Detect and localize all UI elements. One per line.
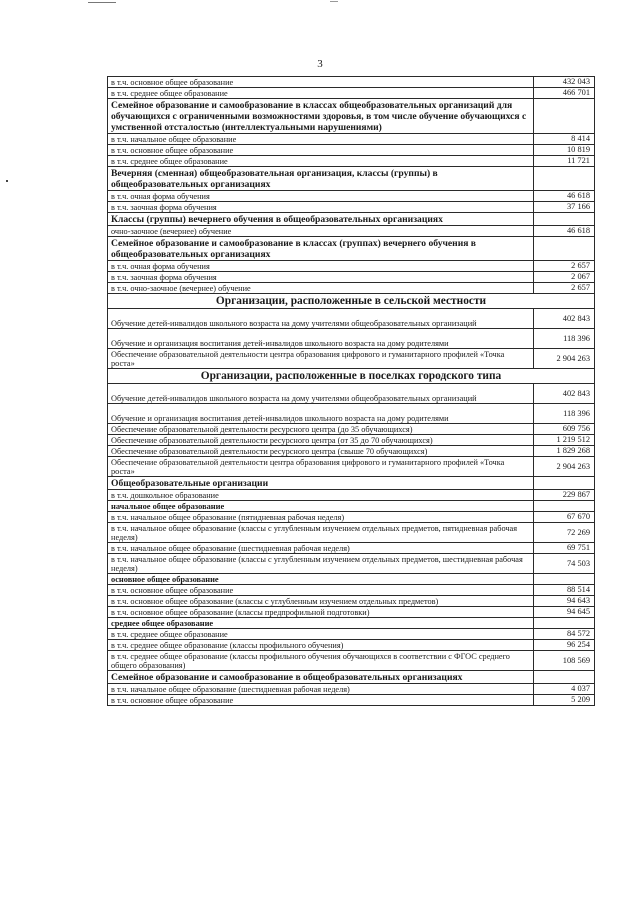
row-label: в т.ч. среднее общее образование (классы профильного обучения) bbox=[108, 640, 534, 651]
section-heading-row bbox=[108, 213, 595, 226]
row-value: 37 166 bbox=[534, 202, 595, 213]
section-heading: Семейное образование и самообразование в общеобразовательных организациях bbox=[108, 671, 534, 684]
row-value: 2 067 bbox=[534, 272, 595, 283]
section-heading-row bbox=[108, 99, 595, 134]
row-value: 72 269 bbox=[534, 523, 595, 543]
row-label: Обеспечение образовательной деятельности ресурсного центра (от 35 до 70 обучающихся) bbox=[108, 435, 534, 446]
section-heading: Семейное образование и самообразование в классах (группах) вечернего обучения в общеобразовательных организациях bbox=[108, 237, 534, 261]
table-row bbox=[108, 512, 595, 523]
row-label: в т.ч. основное общее образование bbox=[108, 77, 534, 88]
row-value: 96 254 bbox=[534, 640, 595, 651]
section-heading: начальное общее образование bbox=[108, 501, 534, 512]
section-heading-row bbox=[108, 618, 595, 629]
row-label: Обучение детей-инвалидов школьного возраста на дому учителями общеобразовательных организаций bbox=[108, 384, 534, 404]
table-row bbox=[108, 523, 595, 543]
row-label: в т.ч. основное общее образование bbox=[108, 145, 534, 156]
row-value: 67 670 bbox=[534, 512, 595, 523]
section-heading: основное общее образование bbox=[108, 574, 534, 585]
table-row bbox=[108, 404, 595, 424]
section-heading: среднее общее образование bbox=[108, 618, 534, 629]
table-row bbox=[108, 640, 595, 651]
table-row bbox=[108, 272, 595, 283]
table-row bbox=[108, 134, 595, 145]
table-row bbox=[108, 202, 595, 213]
row-value: 609 756 bbox=[534, 424, 595, 435]
table-row bbox=[108, 457, 595, 477]
row-label: Обеспечение образовательной деятельности центра образования цифрового и гуманитарного профилей «Точка роста» bbox=[108, 457, 534, 477]
row-label: в т.ч. основное общее образование bbox=[108, 695, 534, 706]
row-label: в т.ч. среднее общее образование bbox=[108, 156, 534, 167]
tariff-table-body bbox=[108, 77, 595, 706]
row-label: в т.ч. начальное общее образование (шестидневная рабочая неделя) bbox=[108, 684, 534, 695]
tariff-table-container bbox=[107, 76, 594, 706]
row-label: Обучение и организация воспитания детей-инвалидов школьного возраста на дому родителями bbox=[108, 329, 534, 349]
table-row bbox=[108, 191, 595, 202]
row-value bbox=[534, 671, 595, 684]
row-value: 10 819 bbox=[534, 145, 595, 156]
row-value bbox=[534, 501, 595, 512]
row-value: 1 219 512 bbox=[534, 435, 595, 446]
table-row bbox=[108, 684, 595, 695]
table-row bbox=[108, 651, 595, 671]
row-value: 2 904 263 bbox=[534, 349, 595, 369]
section-heading-row bbox=[108, 574, 595, 585]
scan-artifact-mark bbox=[6, 180, 8, 182]
row-value: 69 751 bbox=[534, 543, 595, 554]
table-row bbox=[108, 309, 595, 329]
section-heading: Организации, расположенные в поселках городского типа bbox=[108, 369, 595, 384]
table-row bbox=[108, 329, 595, 349]
row-label: в т.ч. начальное общее образование bbox=[108, 134, 534, 145]
row-value: 46 618 bbox=[534, 191, 595, 202]
row-value: 8 414 bbox=[534, 134, 595, 145]
row-label: в т.ч. среднее общее образование bbox=[108, 629, 534, 640]
row-value: 2 904 263 bbox=[534, 457, 595, 477]
row-value: 94 645 bbox=[534, 607, 595, 618]
table-row bbox=[108, 435, 595, 446]
section-heading-row bbox=[108, 294, 595, 309]
scan-artifact-line bbox=[88, 2, 116, 3]
row-value: 88 514 bbox=[534, 585, 595, 596]
section-heading-row bbox=[108, 671, 595, 684]
row-value: 118 396 bbox=[534, 404, 595, 424]
row-label: в т.ч. среднее общее образование (классы профильного обучения обучающихся в соответствии с ФГОС среднего общего образования) bbox=[108, 651, 534, 671]
section-heading-row bbox=[108, 501, 595, 512]
row-label: в т.ч. очная форма обучения bbox=[108, 191, 534, 202]
row-value: 84 572 bbox=[534, 629, 595, 640]
row-label: Обучение и организация воспитания детей-инвалидов школьного возраста на дому родителями bbox=[108, 404, 534, 424]
table-row bbox=[108, 554, 595, 574]
page-number: 3 bbox=[317, 58, 323, 70]
section-heading-row bbox=[108, 237, 595, 261]
section-heading-row bbox=[108, 369, 595, 384]
row-value: 229 867 bbox=[534, 490, 595, 501]
row-value: 11 721 bbox=[534, 156, 595, 167]
row-value: 108 569 bbox=[534, 651, 595, 671]
row-label: в т.ч. среднее общее образование bbox=[108, 88, 534, 99]
table-row bbox=[108, 424, 595, 435]
table-row bbox=[108, 261, 595, 272]
section-heading-row bbox=[108, 477, 595, 490]
row-label: в т.ч. начальное общее образование (классы с углубленным изучением отдельных предметов, пятидневная рабочая неделя) bbox=[108, 523, 534, 543]
table-row bbox=[108, 629, 595, 640]
row-value: 118 396 bbox=[534, 329, 595, 349]
row-value bbox=[534, 574, 595, 585]
section-heading-row bbox=[108, 167, 595, 191]
tariff-table bbox=[107, 76, 595, 706]
section-heading: Организации, расположенные в сельской местности bbox=[108, 294, 595, 309]
row-label: в т.ч. очно-заочное (вечернее) обучение bbox=[108, 283, 534, 294]
table-row bbox=[108, 695, 595, 706]
table-row bbox=[108, 349, 595, 369]
table-row bbox=[108, 145, 595, 156]
row-label: в т.ч. основное общее образование bbox=[108, 585, 534, 596]
row-label: Обеспечение образовательной деятельности ресурсного центра (свыше 70 обучающихся) bbox=[108, 446, 534, 457]
row-value bbox=[534, 213, 595, 226]
table-row bbox=[108, 446, 595, 457]
row-label: очно-заочное (вечернее) обучение bbox=[108, 226, 534, 237]
row-label: в т.ч. заочная форма обучения bbox=[108, 272, 534, 283]
table-row bbox=[108, 226, 595, 237]
row-label: Обеспечение образовательной деятельности центра образования цифрового и гуманитарного профилей «Точка роста» bbox=[108, 349, 534, 369]
row-value: 4 037 bbox=[534, 684, 595, 695]
row-value: 1 829 268 bbox=[534, 446, 595, 457]
row-label: в т.ч. начальное общее образование (классы с углубленным изучением отдельных предметов, шестидневная рабочая неделя) bbox=[108, 554, 534, 574]
row-value: 402 843 bbox=[534, 309, 595, 329]
row-value: 74 503 bbox=[534, 554, 595, 574]
table-row bbox=[108, 384, 595, 404]
section-heading: Семейное образование и самообразование в классах общеобразовательных организаций для обучающихся с ограниченными возможностями здоровья, в том числе обучение обучающихся с умственной отсталостью (интеллектуальными нарушениями) bbox=[108, 99, 534, 134]
row-value: 94 643 bbox=[534, 596, 595, 607]
row-value: 2 657 bbox=[534, 261, 595, 272]
table-row bbox=[108, 596, 595, 607]
row-label: в т.ч. начальное общее образование (шестидневная рабочая неделя) bbox=[108, 543, 534, 554]
row-value: 432 043 bbox=[534, 77, 595, 88]
table-row bbox=[108, 607, 595, 618]
row-value bbox=[534, 167, 595, 191]
row-label: в т.ч. дошкольное образование bbox=[108, 490, 534, 501]
row-value bbox=[534, 99, 595, 134]
section-heading: Общеобразовательные организации bbox=[108, 477, 534, 490]
row-value bbox=[534, 237, 595, 261]
row-label: в т.ч. заочная форма обучения bbox=[108, 202, 534, 213]
table-row bbox=[108, 283, 595, 294]
row-label: в т.ч. основное общее образование (классы с углубленным изучением отдельных предметов) bbox=[108, 596, 534, 607]
section-heading: Классы (группы) вечернего обучения в общеобразовательных организациях bbox=[108, 213, 534, 226]
row-label: Обеспечение образовательной деятельности ресурсного центра (до 35 обучающихся) bbox=[108, 424, 534, 435]
row-label: Обучение детей-инвалидов школьного возраста на дому учителями общеобразовательных организаций bbox=[108, 309, 534, 329]
row-label: в т.ч. начальное общее образование (пятидневная рабочая неделя) bbox=[108, 512, 534, 523]
row-value: 2 657 bbox=[534, 283, 595, 294]
row-value: 402 843 bbox=[534, 384, 595, 404]
section-heading: Вечерняя (сменная) общеобразовательная организация, классы (группы) в общеобразовательных организациях bbox=[108, 167, 534, 191]
row-value bbox=[534, 477, 595, 490]
table-row bbox=[108, 585, 595, 596]
row-label: в т.ч. очная форма обучения bbox=[108, 261, 534, 272]
table-row bbox=[108, 88, 595, 99]
row-value: 46 618 bbox=[534, 226, 595, 237]
row-label: в т.ч. основное общее образование (классы предпрофильной подготовки) bbox=[108, 607, 534, 618]
table-row bbox=[108, 77, 595, 88]
table-row bbox=[108, 543, 595, 554]
row-value: 5 209 bbox=[534, 695, 595, 706]
scan-artifact-dot bbox=[330, 1, 338, 2]
row-value bbox=[534, 618, 595, 629]
table-row bbox=[108, 156, 595, 167]
row-value: 466 701 bbox=[534, 88, 595, 99]
table-row bbox=[108, 490, 595, 501]
